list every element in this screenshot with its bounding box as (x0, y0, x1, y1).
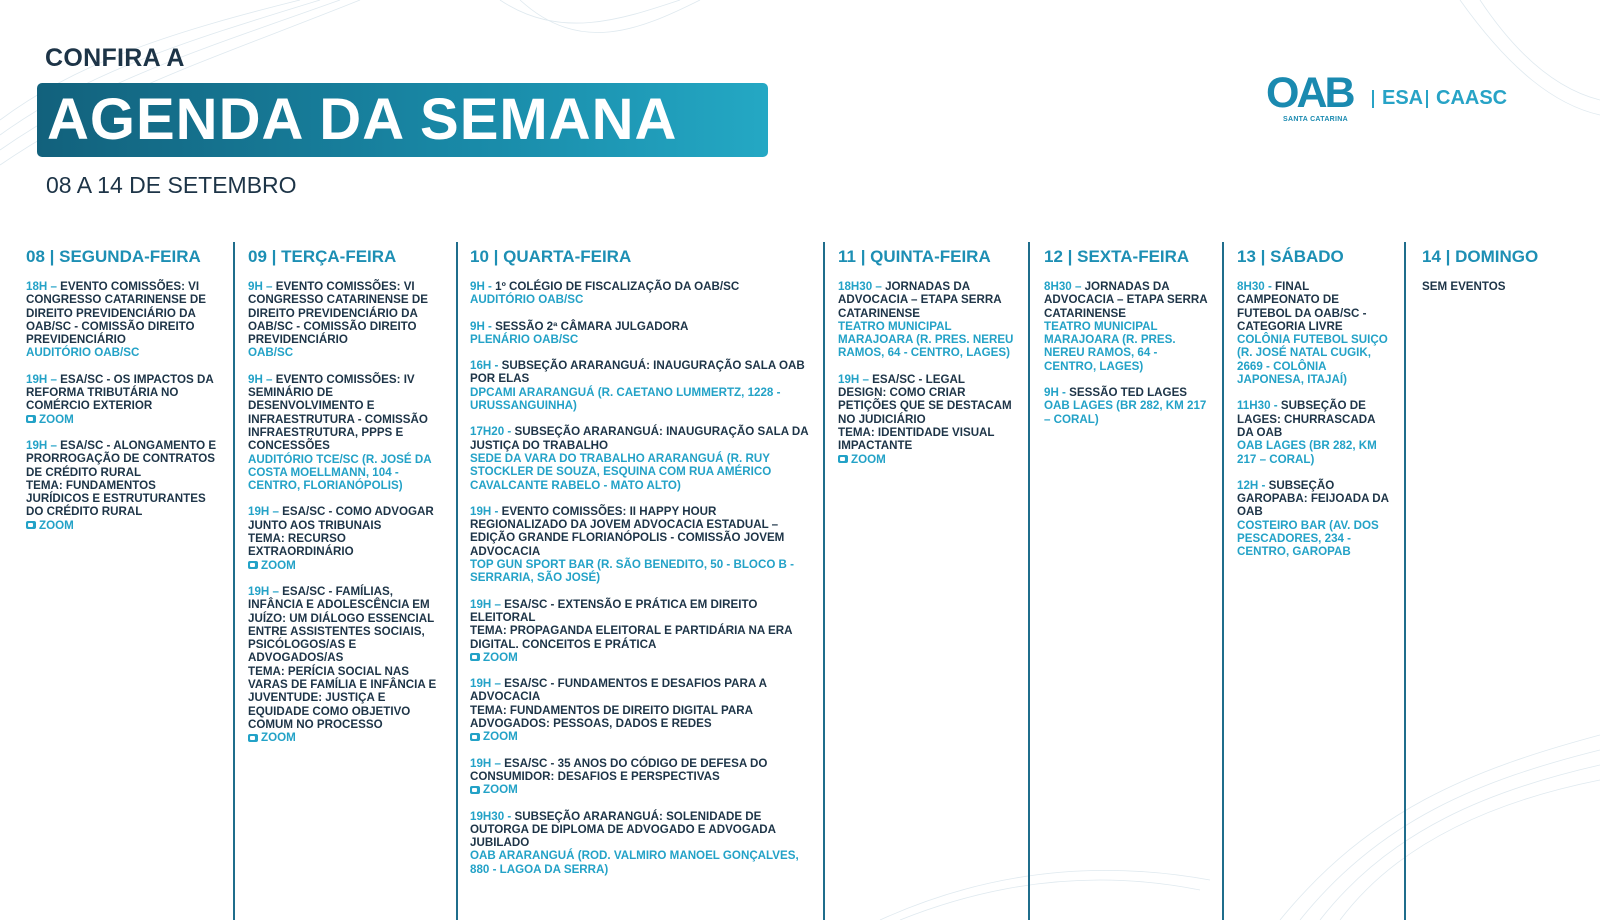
event-location: OAB/SC (248, 346, 294, 360)
event-description: EVENTO COMISSÕES: VI CONGRESSO CATARINENSE DE DIREITO PREVIDENCIÁRIO DA OAB/SC - COMISSÃO DIREITO PREVIDENCIÁRIO (248, 280, 428, 347)
day-header: 10 | QUARTA-FEIRA (470, 247, 632, 266)
event-item (470, 425, 810, 491)
event-separator: - (491, 359, 502, 373)
event-item (1044, 386, 1212, 426)
column-divider (456, 242, 458, 920)
event-time: 19H (26, 372, 48, 386)
event-separator: - (1058, 386, 1070, 400)
event-description: ESA/SC - OS IMPACTOS DA REFORMA TRIBUTÁRIA NO COMÉRCIO EXTERIOR (26, 372, 214, 413)
event-description: SUBSEÇÃO DE LAGES: CHURRASCADA DA OAB (1237, 399, 1376, 439)
event-separator: - (504, 425, 515, 439)
event-description: ESA/SC - FUNDAMENTOS E DESAFIOS PARA A ADVOCACIA (470, 677, 767, 704)
event-separator: – (47, 438, 61, 452)
event-item (248, 505, 440, 571)
event-time: 19H (470, 504, 492, 518)
event-description: ESA/SC - COMO ADVOGAR JUNTO AOS TRIBUNAIS (248, 505, 434, 532)
zoom-link[interactable] (26, 413, 222, 426)
event-time: 9H (248, 372, 263, 386)
event-time: 19H (248, 505, 270, 519)
day-header: 11 | QUINTA-FEIRA (838, 247, 991, 266)
event-item (1237, 479, 1393, 559)
event-description: JORNADAS DA ADVOCACIA – ETAPA SERRA CATARINENSE (1044, 280, 1208, 320)
event-description: EVENTO COMISSÕES: IV SEMINÁRIO DE DESENVOLVIMENTO E INFRAESTRUTURA - COMISSÃO INFRAESTRUTURA, PPPS E CONCESSÕES (248, 372, 428, 453)
event-location: COLÔNIA FUTEBOL SUIÇO (R. JOSÉ NATAL CUGIK, 2669 - COLÔNIA JAPONESA, ITAJAÍ) (1237, 333, 1388, 387)
event-time: 18H30 (838, 280, 873, 293)
event-time: 19H (470, 597, 492, 611)
event-separator: – (262, 372, 276, 386)
esa-logo-text: ESA (1382, 87, 1424, 109)
event-item (470, 320, 810, 347)
oab-esa-caasc-logo (1266, 70, 1516, 130)
event-time: 19H (470, 677, 492, 691)
camera-icon (470, 653, 480, 661)
zoom-label: ZOOM (39, 518, 74, 532)
zoom-label: ZOOM (39, 412, 74, 426)
event-time: 19H (470, 756, 492, 770)
logo-separator (1372, 90, 1374, 108)
event-separator: – (491, 756, 505, 770)
camera-icon (26, 415, 36, 423)
camera-icon (248, 734, 258, 742)
event-time: 11H30 (1237, 399, 1271, 413)
event-description: JORNADAS DA ADVOCACIA – ETAPA SERRA CATARINENSE (838, 280, 1002, 320)
title-banner (37, 83, 768, 157)
page-title: AGENDA DA SEMANA (47, 87, 678, 152)
event-time: 8H30 (1237, 280, 1265, 293)
event-separator: - (1258, 478, 1269, 492)
event-separator: – (491, 597, 505, 611)
event-separator: – (872, 280, 886, 293)
zoom-link[interactable] (470, 783, 810, 796)
event-item (470, 359, 810, 412)
no-events-label: SEM EVENTOS (1422, 280, 1506, 293)
day-column (26, 248, 222, 545)
event-description: SUBSEÇÃO ARARANGUÁ: INAUGURAÇÃO SALA OAB POR ELAS (470, 359, 805, 386)
event-separator: - (484, 280, 496, 293)
event-item (1237, 280, 1393, 386)
event-separator: - (491, 504, 502, 518)
event-item (248, 585, 440, 745)
event-time: 9H (470, 319, 485, 333)
oab-logo-subtitle: SANTA CATARINA (1283, 116, 1348, 123)
event-separator: – (1071, 280, 1085, 293)
event-item (248, 373, 440, 493)
event-separator: – (269, 584, 283, 598)
column-divider (1222, 242, 1224, 920)
zoom-link[interactable] (470, 730, 810, 743)
event-item (26, 373, 222, 426)
event-time: 9H (470, 280, 485, 293)
event-item (470, 677, 810, 743)
event-separator: – (47, 372, 61, 386)
event-location: PLENÁRIO OAB/SC (470, 332, 579, 346)
day-column (838, 248, 1016, 479)
event-description: SUBSEÇÃO ARARANGUÁ: INAUGURAÇÃO SALA DA JUSTIÇA DO TRABALHO (470, 425, 809, 452)
event-location: OAB LAGES (BR 282, KM 217 – CORAL) (1237, 439, 1377, 466)
day-header: 12 | SEXTA-FEIRA (1044, 247, 1190, 266)
event-location: AUDITÓRIO TCE/SC (R. JOSÉ DA COSTA MOELLMANN, 104 - CENTRO, FLORIANÓPOLIS) (248, 452, 432, 493)
day-column (1044, 248, 1212, 439)
day-header: 13 | SÁBADO (1237, 247, 1344, 266)
event-separator: – (859, 372, 873, 386)
zoom-label: ZOOM (261, 558, 296, 572)
event-time: 9H (248, 280, 263, 293)
event-theme: TEMA: FUNDAMENTOS JURÍDICOS E ESTRUTURANTES DO CRÉDITO RURAL (26, 478, 206, 519)
event-item (26, 280, 222, 360)
event-separator: - (1270, 399, 1281, 413)
zoom-link[interactable] (838, 453, 1016, 466)
event-location: OAB ARARANGUÁ (ROD. VALMIRO MANOEL GONÇALVES, 880 - LAGOA DA SERRA) (470, 849, 799, 876)
event-time: 19H (26, 438, 48, 452)
caasc-logo-text: CAASC (1436, 87, 1508, 109)
event-description: ESA/SC - ALONGAMENTO E PRORROGAÇÃO DE CONTRATOS DE CRÉDITO RURAL (26, 438, 217, 479)
event-time: 19H (838, 372, 860, 386)
day-header: 08 | SEGUNDA-FEIRA (26, 247, 201, 266)
date-range: 08 A 14 DE SETEMBRO (46, 172, 297, 198)
day-column (1237, 248, 1393, 572)
event-location: AUDITÓRIO OAB/SC (26, 346, 140, 360)
event-description: ESA/SC - EXTENSÃO E PRÁTICA EM DIREITO ELEITORAL (470, 597, 758, 624)
zoom-label: ZOOM (483, 650, 518, 664)
event-item (470, 598, 810, 664)
event-location: SEDE DA VARA DO TRABALHO ARARANGUÁ (R. RUY STOCKLER DE SOUZA, ESQUINA COM RUA AMÉRICO CAVALCANTE RABELO - MATO ALTO) (470, 451, 772, 492)
event-time: 18H (26, 280, 48, 293)
event-location: COSTEIRO BAR (AV. DOS PESCADORES, 234 - CENTRO, GAROPAB (1237, 518, 1379, 559)
pre-title: CONFIRA A (45, 44, 185, 72)
event-theme: TEMA: IDENTIDADE VISUAL IMPACTANTE (838, 425, 995, 453)
event-time: 17H20 (470, 425, 505, 439)
event-item (470, 810, 810, 876)
day-header: 09 | TERÇA-FEIRA (248, 247, 397, 266)
event-item (470, 757, 810, 797)
event-description: FINAL CAMPEONATO DE FUTEBOL DA OAB/SC - CATEGORIA LIVRE (1237, 280, 1367, 333)
camera-icon (470, 733, 480, 741)
oab-logo-word: OAB (1266, 69, 1353, 117)
event-time: 9H (1044, 386, 1059, 400)
column-divider (1404, 242, 1406, 920)
event-theme: TEMA: PERÍCIA SOCIAL NAS VARAS DE FAMÍLIA E INFÂNCIA E JUVENTUDE: JUSTIÇA E EQUIDADE COMO OBJETIVO COMUM NO PROCESSO (248, 664, 437, 731)
zoom-label: ZOOM (261, 731, 296, 745)
column-divider (233, 242, 235, 920)
day-column (470, 248, 810, 889)
zoom-link[interactable] (248, 559, 440, 572)
camera-icon (470, 786, 480, 794)
event-theme: TEMA: PROPAGANDA ELEITORAL E PARTIDÁRIA NA ERA DIGITAL. CONCEITOS E PRÁTICA (470, 624, 793, 651)
event-description: ESA/SC - 35 ANOS DO CÓDIGO DE DEFESA DO CONSUMIDOR: DESAFIOS E PERSPECTIVAS (470, 756, 768, 783)
event-description: SUBSEÇÃO GAROPABA: FEIJOADA DA OAB (1237, 478, 1389, 519)
event-description: SESSÃO TED LAGES (1069, 386, 1188, 400)
event-time: 19H30 (470, 809, 505, 823)
event-item (248, 280, 440, 360)
event-description: EVENTO COMISSÕES: VI CONGRESSO CATARINENSE DE DIREITO PREVIDENCIÁRIO DA OAB/SC - COMISSÃO DIREITO PREVIDENCIÁRIO (26, 280, 206, 347)
event-description: SESSÃO 2ª CÂMARA JULGADORA (495, 319, 689, 333)
event-time: 8H30 (1044, 280, 1072, 293)
column-divider (823, 242, 825, 920)
event-location: DPCAMI ARARANGUÁ (R. CAETANO LUMMERTZ, 1228 - URUSSANGUINHA) (470, 385, 781, 413)
day-column (1422, 248, 1592, 293)
event-separator: – (47, 280, 61, 293)
day-column (248, 248, 440, 758)
day-header: 14 | DOMINGO (1422, 247, 1539, 266)
event-location: TOP GUN SPORT BAR (R. SÃO BENEDITO, 50 - BLOCO B - SERRARIA, SÃO JOSÉ) (470, 558, 795, 585)
camera-icon (838, 455, 848, 463)
event-time: 19H (248, 584, 270, 598)
event-location: AUDITÓRIO OAB/SC (470, 293, 584, 307)
event-separator: - (504, 809, 515, 823)
event-location: TEATRO MUNICIPAL MARAJOARA (R. PRES. NEREU RAMOS, 64 - CENTRO, LAGES) (1044, 319, 1176, 373)
zoom-label: ZOOM (483, 730, 518, 744)
event-item (838, 373, 1016, 466)
event-item (1044, 280, 1212, 373)
event-item (1237, 399, 1393, 465)
event-description: ESA/SC - FAMÍLIAS, INFÂNCIA E ADOLESCÊNCIA EM JUÍZO: UM DIÁLOGO ESSENCIAL ENTRE ASSISTENTES SOCIAIS, PSICÓLOGOS/AS E ADVOGADOS/AS (248, 584, 434, 665)
zoom-link[interactable] (248, 731, 440, 744)
zoom-link[interactable] (470, 651, 810, 664)
event-theme: TEMA: RECURSO EXTRAORDINÁRIO (248, 532, 354, 559)
event-item (470, 280, 810, 307)
event-separator: - (484, 319, 496, 333)
zoom-label: ZOOM (851, 452, 886, 466)
event-item (838, 280, 1016, 360)
column-divider (1028, 242, 1030, 920)
event-separator: – (262, 280, 276, 293)
event-separator: – (269, 505, 283, 519)
logo-separator (1426, 90, 1428, 108)
event-description: EVENTO COMISSÕES: II HAPPY HOUR REGIONALIZADO DA JOVEM ADVOCACIA ESTADUAL – EDIÇÃO GRANDE FLORIANÓPOLIS - COMISSÃO JOVEM ADVOCACIA (470, 504, 785, 558)
event-description: 1º COLÉGIO DE FISCALIZAÇÃO DA OAB/SC (495, 280, 740, 293)
camera-icon (248, 561, 258, 569)
zoom-label: ZOOM (483, 783, 518, 797)
event-location: TEATRO MUNICIPAL MARAJOARA (R. PRES. NEREU RAMOS, 64 - CENTRO, LAGES) (838, 319, 1014, 360)
event-description: ESA/SC - LEGAL DESIGN: COMO CRIAR PETIÇÕES QUE SE DESTACAM NO JUDICIÁRIO (838, 372, 1012, 426)
event-theme: TEMA: FUNDAMENTOS DE DIREITO DIGITAL PARA ADVOGADOS: PESSOAS, DADOS E REDES (470, 703, 753, 731)
event-time: 12H (1237, 478, 1259, 492)
event-description: SUBSEÇÃO ARARANGUÁ: SOLENIDADE DE OUTORGA DE DIPLOMA DE ADVOGADO E ADVOGADA JUBILADO (470, 809, 776, 850)
event-separator: - (1264, 280, 1276, 293)
event-location: OAB LAGES (BR 282, KM 217 – CORAL) (1044, 399, 1207, 426)
event-separator: – (491, 677, 505, 691)
event-item (26, 439, 222, 532)
zoom-link[interactable] (26, 519, 222, 532)
camera-icon (26, 521, 36, 529)
event-time: 16H (470, 359, 492, 373)
event-item (470, 505, 810, 585)
